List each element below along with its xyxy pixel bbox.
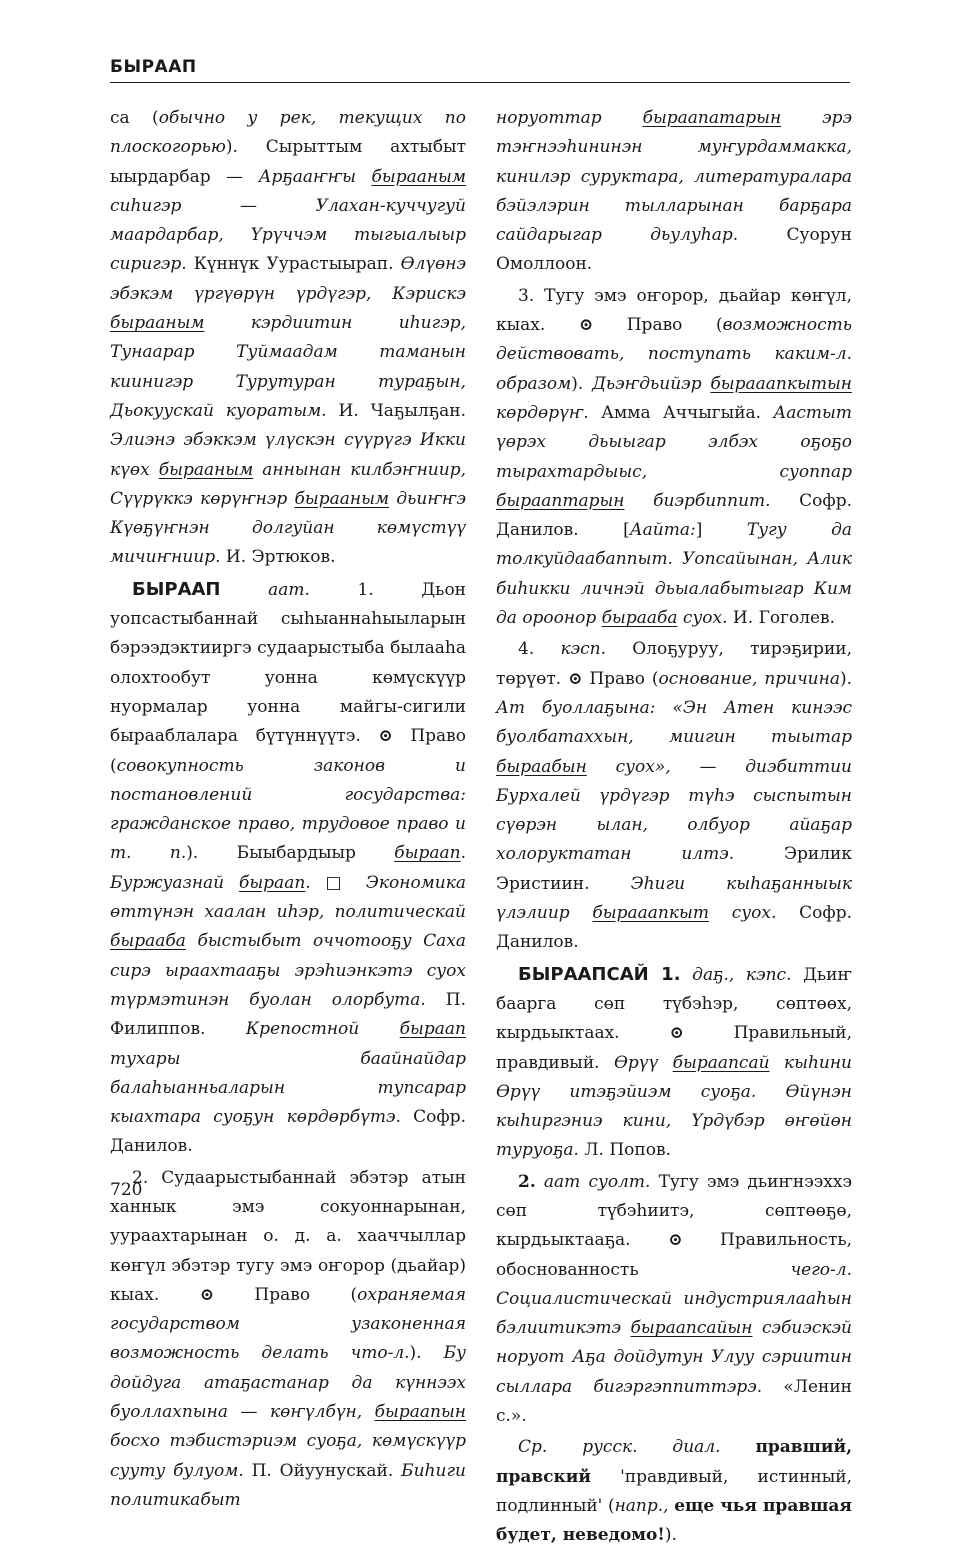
running-header: [110, 55, 850, 83]
header-headword: БЫРААП: [110, 57, 197, 77]
translation-marker-icon: ⊙: [199, 1284, 214, 1305]
entry-byraapsai: БЫРААПСАЙ 1. даҕ., кэпс. Дьиҥ бааргa сөп түбэһэр, сөптөөх, кырдьыктаах. ⊙ Правильный, правдивый. Өрүү быраапсай кыһини Өрүү итэҕэйиэм суоҕа. Өйүнэн кыһиргэниэ кини, Үрдүбэр өҥөйөн туруоҕа. Л. Попов.: [496, 963, 852, 1161]
entry-byraap: БЫРААП аат. 1. Дьон уопсастыбаннай сыһыаннаһыыларын бэрээдэктииргэ судаарыстыба былааһа олохтообут уонна көмүскүүр нуормалар уонна майгы-сигили бырааблалара бүтүннүүтэ. ⊙ Право (совокупность законов и постановлений государства: гражданское право, трудовое право и т. п.). Быыбардыыр быраап. Буржуазнай быраап. □ Экономика өттүнэн хаалан иһэр, политическай бырааба быстыбыт оччотооҕу Саха сирэ ыраахтааҕы эрэһиэнкэтэ суох түрмэтинэн буолан олорбута. П. Филиппов. Крепостной быраап тухары баайнайдар балаһыанньаларын тупсарар кыахтара суоҕун көрдөрбүтэ. Софр. Данилов.: [110, 578, 467, 1157]
right-column: [496, 104, 852, 1551]
translation-marker-icon: ⊙: [578, 315, 594, 336]
square-marker-icon: □: [325, 872, 352, 893]
page-number: 720: [110, 1180, 143, 1200]
paragraph-continuation: норуоттар быраапатарын эрэ тэҥнээһининэн муҥурдаммакка, кинилэр суруктара, литератураларa бэйэлэрин тылларынан барҕара сайдарыгар дьулуһар. Суорун Омоллоон.: [496, 108, 853, 275]
left-column: [110, 104, 466, 1515]
translation-marker-icon: ⊙: [568, 668, 583, 689]
sense-2-noun: 2. аат суолт. Тугу эмэ дьиҥнээххэ сөп түбэһиитэ, сөптөөҕө, кырдьыктааҕа. ⊙ Правильность, обоснованность чего-л. Социалистическай индустриялааһын бэлиитикэтэ быраапсайын сэбиэскэй норуот Аҕа дойдутун Улуу сэриитин сыллара бигэргэппиттэрэ. «Ленин с.».: [496, 1171, 853, 1427]
entry-headword: БЫРААПСАЙ 1.: [518, 963, 681, 985]
translation-marker-icon: ⊙: [378, 726, 393, 747]
sense-4: 4. кэсп. Олоҕуруу, тирэҕирии, төрүөт. ⊙ Право (основание, причина). Ат буоллаҕына: «Эн Атен кинээс буолбатаххын, миигин тыытар быраабын суох», — диэбиттии Бурхалей үрдүгэр түһэ сыспытын сүөрэн ылан, олбуор айаҕар холоруктатан илтэ. Эрилик Эристиин. Эһиги кыһаҕанныык үлэлиир бырааапкыт суох. Софр. Данилов.: [496, 639, 853, 953]
entry-headword: БЫРААП: [132, 578, 221, 600]
paragraph-continuation: са (обычно у рек, текущих по плоскогорью). Сырыттым ахтыбыт ыырдарбар — Арҕааҥҥы бырааным сиһигэр — Улахан-куччугуй маардарбар, Үрүччэм тыгыалыыр сиригэр. Күннүк Уурастыырап. Өлүөнэ эбэкэм үргүөрүн үрдүгэр, Кэрискэ бырааным кэрдиитин иһигэр, Тунаарар Туймаадам таманын киинигэр Турутуран тураҕын, Дьокуускай куоратым. И. Чаҕылҕан. Элиэнэ эбэккэм үлүскэн сүүрүгэ Икки күөх бырааным аннынан килбэҥниир, Сүүрүккэ көрүҥнэр бырааным дьиҥҥэ Күөҕүҥнэн долгуйан көмүстүү мичиҥниир. И. Эртюков.: [110, 108, 466, 568]
translation-marker-icon: ⊙: [668, 1230, 683, 1251]
sense-2: 2. Судаарыстыбаннай эбэтэр атын ханнык эмэ сокуоннарынан, уураахтарынан о. д. а. хааччыллар көҥүл эбэтэр тугу эмэ оҥорор (дьайар) кыах. ⊙ Право (охраняемая государством узаконенная возможность делать что-л.). Бу дойдуга атаҕастанар да күннээх буоллахпына — көҥүлбүн, быраапын босхо тэбистэриэм суоҕа, көмүскүүр сууту булуом. П. Ойуунускай. Биһиги политикабыт: [110, 1167, 466, 1510]
etymology-note: Ср. русск. диал. правший, правский 'правдивый, истинный, подлинный' (напр., еще чья правшая будет, неведомо!).: [496, 1437, 853, 1546]
translation-marker-icon: ⊙: [669, 1023, 684, 1044]
sense-number: 2.: [518, 1171, 536, 1192]
sense-3: 3. Тугу эмэ оҥорор, дьайар көҥүл, кыах. ⊙ Право (возможность действовать, поступать каким-л. образом). Дьэҥдьийэр бырааапкытын көрдөрүҥ. Амма Аччыгыйа. Аастыт үөрэх дьыыгар элбэх оҕоҕо тырахтардыыс, суоппар бырааптарын биэрбиппит. Софр. Данилов. [Аайта:] Тугу да толкуйдаабаппыт. Уопсайынан, Алик биһикки личнэй дьыалабытыгар Ким да ороонор бырааба суох. И. Гоголев.: [496, 285, 853, 629]
